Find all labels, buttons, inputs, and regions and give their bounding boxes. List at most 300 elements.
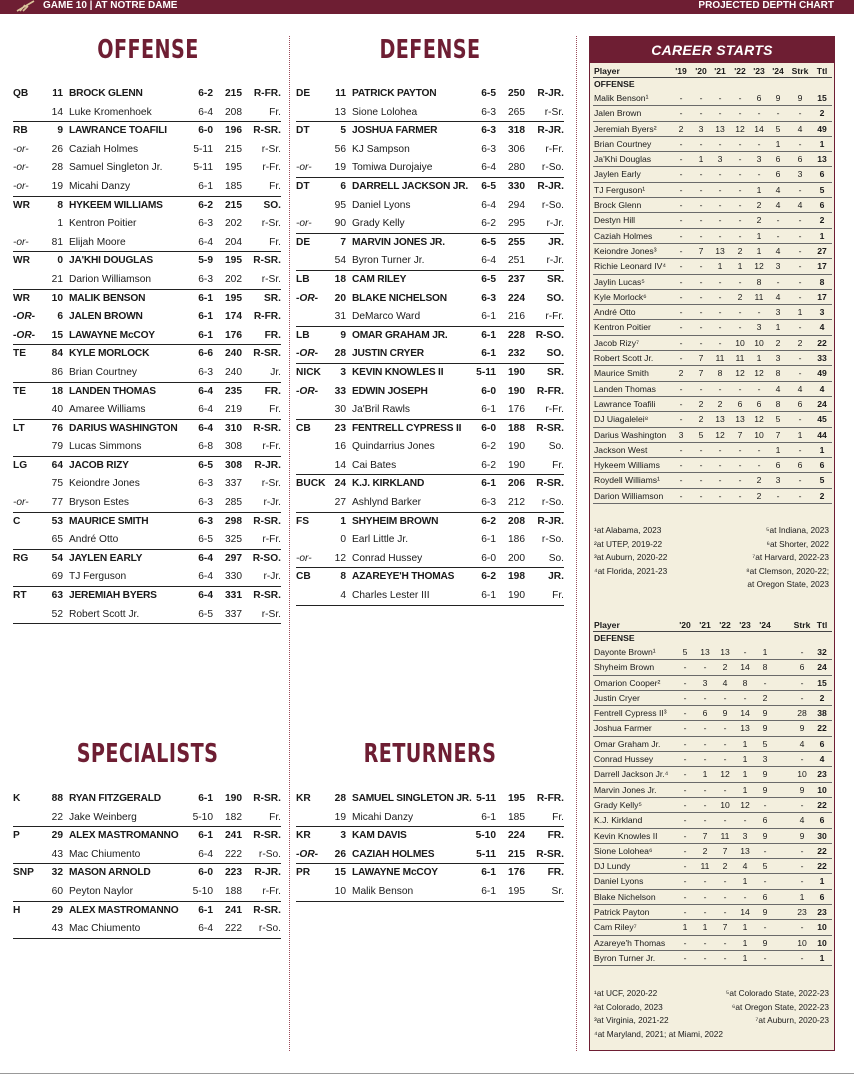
- season-starts: 13: [740, 723, 750, 734]
- season-starts: 5: [698, 429, 704, 440]
- season-starts: -: [800, 922, 804, 933]
- jersey-number: 19: [51, 180, 63, 192]
- weight: 251: [508, 255, 525, 267]
- season-starts: 14: [740, 708, 750, 719]
- height: 6-3: [198, 366, 213, 378]
- depth-row: [13, 809, 281, 828]
- career-row: [593, 382, 832, 397]
- player-name: Brian Courtney: [594, 138, 652, 149]
- season-starts: 6: [797, 154, 803, 165]
- season-starts: -: [703, 799, 707, 810]
- player-name: KJ Sampson: [352, 143, 410, 155]
- season-starts: 3: [717, 154, 723, 165]
- season-starts: 4: [742, 861, 748, 872]
- season-starts: -: [718, 276, 722, 287]
- total-starts: 38: [817, 708, 827, 719]
- player-name: Samuel Singleton Jr.: [69, 162, 163, 174]
- season-starts: -: [679, 108, 683, 119]
- height: 6-4: [198, 236, 213, 248]
- player-name: K.J. Kirkland: [594, 815, 643, 826]
- player-name: Landen Thomas: [594, 383, 656, 394]
- height: 6-5: [481, 88, 496, 99]
- depth-row: [13, 159, 281, 178]
- weight: 208: [508, 515, 525, 527]
- jersey-number: 19: [334, 162, 346, 174]
- height: 6-3: [481, 143, 496, 155]
- total-starts: 22: [817, 845, 827, 856]
- season-starts: 2: [762, 692, 768, 703]
- height: 6-2: [481, 441, 496, 453]
- career-row: [593, 813, 832, 828]
- player-name: Darion Williamson: [594, 490, 664, 501]
- season-starts: -: [757, 108, 761, 119]
- season-starts: -: [683, 952, 687, 963]
- season-starts: -: [683, 738, 687, 749]
- total-starts: 10: [817, 784, 827, 795]
- depth-row: [13, 345, 281, 364]
- player-name: TJ Ferguson: [69, 571, 127, 583]
- height: 6-0: [198, 125, 213, 137]
- depth-row: [296, 104, 564, 123]
- season-starts: -: [683, 708, 687, 719]
- weight: 240: [225, 366, 242, 378]
- career-row: [593, 290, 832, 305]
- footnote: ⁵at Colorado State, 2022-23: [725, 988, 829, 998]
- position-label: -or-: [13, 143, 29, 155]
- season-starts: 14: [754, 123, 764, 134]
- season-starts: 6: [799, 662, 805, 673]
- depth-row: [296, 159, 564, 178]
- weight: 204: [225, 236, 242, 248]
- player-name: LANDEN THOMAS: [69, 385, 156, 397]
- season-starts: -: [679, 184, 683, 195]
- career-row: [593, 397, 832, 412]
- height: 6-2: [481, 459, 496, 471]
- depth-row: [13, 197, 281, 216]
- career-row: [593, 905, 832, 920]
- position-label: K: [13, 793, 21, 804]
- column-header: '20: [695, 66, 707, 76]
- season-starts: -: [763, 799, 767, 810]
- season-starts: -: [679, 138, 683, 149]
- player-name: Blake Nichelson: [594, 891, 656, 902]
- season-starts: 1: [797, 429, 803, 440]
- season-starts: -: [679, 414, 683, 425]
- position-label: LB: [296, 329, 310, 341]
- total-starts: 27: [817, 245, 827, 256]
- season-starts: -: [679, 353, 683, 364]
- weight: 195: [508, 793, 525, 804]
- jersey-number: 4: [340, 590, 346, 602]
- player-name: Azareye'h Thomas: [594, 937, 666, 948]
- depth-row: [13, 827, 281, 846]
- class-year: FR.: [547, 867, 564, 879]
- height: 5-11: [193, 162, 213, 174]
- jersey-number: 20: [334, 292, 346, 304]
- jersey-number: 18: [334, 273, 346, 285]
- season-starts: -: [798, 261, 802, 272]
- season-starts: -: [718, 460, 722, 471]
- total-starts: 5: [819, 475, 825, 486]
- depth-row: [13, 141, 281, 160]
- season-starts: -: [723, 937, 727, 948]
- class-year: R-SR.: [253, 422, 281, 434]
- depth-row: [13, 383, 281, 402]
- height: 6-4: [481, 199, 496, 211]
- player-name: Omar Graham Jr.: [594, 738, 661, 749]
- career-row: [593, 152, 832, 167]
- jersey-number: 19: [334, 811, 346, 823]
- class-year: r-Fr.: [545, 311, 564, 323]
- footnote: ⁸at Clemson, 2020-22;: [746, 565, 829, 576]
- class-year: R-JR.: [254, 867, 281, 879]
- position-label: PR: [296, 867, 311, 879]
- player-name: JOSHUA FARMER: [352, 125, 438, 137]
- season-starts: -: [679, 230, 683, 241]
- season-starts: -: [699, 322, 703, 333]
- season-starts: -: [800, 952, 804, 963]
- season-starts: 1: [775, 322, 781, 333]
- depth-row: [296, 438, 564, 457]
- season-starts: 2: [722, 662, 728, 673]
- class-year: r-Sr.: [261, 143, 281, 155]
- jersey-number: 13: [334, 106, 346, 118]
- season-starts: 6: [737, 398, 743, 409]
- depth-row: [296, 568, 564, 587]
- jersey-number: 33: [334, 385, 346, 397]
- career-row: [593, 198, 832, 213]
- player-name: Cam Riley⁷: [594, 922, 637, 933]
- class-year: R-FR.: [253, 88, 281, 99]
- depth-row: [296, 290, 564, 309]
- season-starts: -: [718, 184, 722, 195]
- player-name: Amaree Williams: [69, 404, 146, 416]
- depth-row: [13, 494, 281, 513]
- season-starts: -: [757, 383, 761, 394]
- season-starts: -: [683, 815, 687, 826]
- season-starts: -: [699, 460, 703, 471]
- season-starts: 1: [682, 922, 688, 933]
- position-label: DE: [296, 236, 311, 248]
- position-label: -or-: [13, 162, 29, 174]
- season-starts: 2: [756, 200, 762, 211]
- career-row: [593, 920, 832, 935]
- season-starts: 9: [762, 769, 768, 780]
- player-name: Jackson West: [594, 444, 648, 455]
- player-name: Ashlynd Barker: [352, 497, 422, 509]
- season-starts: 7: [698, 353, 704, 364]
- season-starts: -: [679, 200, 683, 211]
- column-header: Ttl: [816, 66, 828, 76]
- class-year: R-SR.: [253, 793, 281, 804]
- season-starts: -: [699, 475, 703, 486]
- player-name: Quindarrius Jones: [352, 441, 435, 453]
- height: 6-2: [481, 515, 496, 527]
- season-starts: 4: [797, 123, 803, 134]
- player-name: Earl Little Jr.: [352, 534, 409, 546]
- season-starts: -: [757, 169, 761, 180]
- season-starts: -: [798, 230, 802, 241]
- season-starts: -: [798, 414, 802, 425]
- weight: 186: [508, 534, 525, 546]
- season-starts: -: [757, 307, 761, 318]
- season-starts: -: [703, 952, 707, 963]
- jersey-number: 15: [51, 329, 63, 341]
- weight: 235: [225, 385, 242, 397]
- player-name: Conrad Hussey: [352, 552, 423, 564]
- season-starts: 2: [722, 861, 728, 872]
- total-starts: 49: [817, 123, 827, 134]
- season-starts: -: [683, 830, 687, 841]
- season-starts: -: [679, 475, 683, 486]
- jersey-number: 88: [51, 793, 63, 804]
- career-row: [593, 890, 832, 905]
- season-starts: -: [699, 276, 703, 287]
- career-row: [593, 259, 832, 274]
- total-starts: 1: [819, 952, 825, 963]
- season-starts: 11: [700, 861, 710, 872]
- season-starts: 2: [698, 398, 704, 409]
- season-starts: -: [723, 738, 727, 749]
- page-title: PROJECTED DEPTH CHART: [698, 0, 834, 11]
- season-starts: 1: [742, 922, 748, 933]
- jersey-number: 81: [51, 236, 63, 248]
- season-starts: 4: [799, 738, 805, 749]
- career-row: [593, 859, 832, 874]
- season-starts: 9: [762, 907, 768, 918]
- class-year: R-SR.: [253, 515, 281, 527]
- player-name: MASON ARNOLD: [69, 867, 151, 879]
- depth-row: [13, 902, 281, 921]
- season-starts: 5: [762, 861, 768, 872]
- total-starts: 30: [817, 830, 827, 841]
- group-label-text: DEFENSE: [594, 633, 635, 643]
- position-label: RT: [13, 590, 27, 602]
- player-name: Shyheim Brown: [594, 662, 655, 673]
- season-starts: 9: [762, 723, 768, 734]
- jersey-number: 26: [334, 848, 346, 860]
- depth-row: [296, 122, 564, 141]
- player-name: André Otto: [594, 307, 636, 318]
- career-row: [593, 366, 832, 381]
- season-starts: 4: [799, 815, 805, 826]
- career-row: [593, 91, 832, 106]
- depth-row: [296, 327, 564, 346]
- footnote: ¹at UCF, 2020-22: [594, 988, 658, 998]
- player-name: KYLE MORLOCK: [69, 348, 150, 360]
- position-label: C: [13, 515, 21, 527]
- class-year: R-JR.: [537, 88, 564, 99]
- height: 6-1: [198, 329, 213, 341]
- player-name: EDWIN JOSEPH: [352, 385, 428, 397]
- player-name: AZAREYE'H THOMAS: [352, 571, 455, 583]
- height: 6-4: [481, 255, 496, 267]
- total-starts: 2: [819, 108, 825, 119]
- weight: 222: [225, 848, 242, 860]
- height: 6-1: [481, 534, 496, 546]
- season-starts: -: [718, 200, 722, 211]
- season-starts: 13: [720, 647, 730, 657]
- player-name: JEREMIAH BYERS: [69, 590, 157, 602]
- weight: 190: [508, 441, 525, 453]
- season-starts: -: [738, 108, 742, 119]
- season-starts: -: [738, 200, 742, 211]
- season-starts: -: [800, 677, 804, 688]
- season-starts: -: [679, 261, 683, 272]
- total-starts: 15: [817, 677, 827, 688]
- season-starts: -: [800, 845, 804, 856]
- depth-row: [13, 606, 281, 625]
- season-starts: 1: [702, 922, 708, 933]
- total-starts: 10: [817, 922, 827, 933]
- depth-row: [296, 252, 564, 271]
- height: 6-4: [198, 923, 213, 935]
- depth-row: [296, 494, 564, 513]
- season-starts: -: [683, 677, 687, 688]
- jersey-number: 21: [51, 273, 63, 285]
- player-name: RYAN FITZGERALD: [69, 793, 161, 804]
- career-starts-panel: [589, 36, 835, 1051]
- season-starts: 2: [678, 368, 684, 379]
- offense-depth-table: [13, 85, 281, 624]
- depth-row: [13, 550, 281, 569]
- total-starts: 2: [819, 215, 825, 226]
- career-row: [593, 936, 832, 951]
- class-year: FR.: [547, 830, 564, 842]
- jersey-number: 1: [340, 515, 346, 527]
- season-starts: -: [718, 337, 722, 348]
- season-starts: -: [738, 93, 742, 103]
- class-year: r-Sr.: [261, 273, 281, 285]
- class-year: R-FR.: [253, 311, 281, 323]
- player-name: Brock Glenn: [594, 200, 642, 211]
- season-starts: -: [683, 876, 687, 887]
- player-name: ALEX MASTROMANNO: [69, 904, 179, 916]
- footnote: ⁷at Auburn, 2020-23: [755, 1015, 829, 1025]
- player-name: Darrell Jackson Jr.⁴: [594, 769, 669, 780]
- season-starts: -: [763, 876, 767, 887]
- season-starts: -: [776, 490, 780, 501]
- career-row: [593, 351, 832, 366]
- height: 5-11: [476, 366, 496, 378]
- season-starts: -: [699, 291, 703, 302]
- jersey-number: 15: [334, 867, 346, 879]
- height: 5-11: [476, 793, 496, 804]
- position-label: BUCK: [296, 478, 326, 490]
- class-year: Fr.: [552, 811, 564, 823]
- jersey-number: 6: [340, 180, 346, 192]
- jersey-number: 9: [57, 125, 63, 137]
- season-starts: 9: [762, 708, 768, 719]
- season-starts: -: [679, 291, 683, 302]
- depth-row: [296, 827, 564, 846]
- total-starts: 1: [819, 444, 825, 455]
- depth-row: [13, 846, 281, 865]
- career-row: [593, 783, 832, 798]
- season-starts: 9: [797, 93, 803, 103]
- depth-row: [13, 327, 281, 346]
- jersey-number: 9: [340, 329, 346, 341]
- season-starts: 13: [740, 845, 750, 856]
- weight: 330: [225, 571, 242, 583]
- position-label: SNP: [13, 867, 34, 879]
- total-starts: 23: [817, 907, 827, 918]
- weight: 222: [225, 923, 242, 935]
- weight: 298: [225, 515, 242, 527]
- class-year: Jr.: [270, 366, 281, 378]
- position-label: WR: [13, 292, 30, 304]
- height: 6-4: [198, 552, 213, 564]
- season-starts: 6: [775, 169, 781, 180]
- total-starts: 32: [817, 647, 827, 657]
- weight: 195: [508, 885, 525, 897]
- position-label: RG: [13, 552, 29, 564]
- season-starts: -: [743, 692, 747, 703]
- weight: 337: [225, 608, 242, 620]
- jersey-number: 69: [51, 571, 63, 583]
- season-starts: 2: [756, 490, 762, 501]
- season-starts: -: [798, 475, 802, 486]
- player-name: Jake Weinberg: [69, 811, 137, 823]
- season-starts: -: [679, 307, 683, 318]
- season-starts: -: [683, 891, 687, 902]
- season-starts: 2: [737, 291, 743, 302]
- class-year: Fr.: [269, 236, 281, 248]
- class-year: JR.: [548, 236, 564, 248]
- class-year: r-So.: [258, 848, 281, 860]
- weight: 190: [508, 385, 525, 397]
- season-starts: 1: [756, 353, 762, 364]
- position-label: DT: [296, 125, 310, 137]
- height: 6-1: [481, 348, 496, 360]
- jersey-number: 0: [57, 255, 63, 267]
- class-year: r-Sr.: [544, 106, 564, 118]
- season-starts: 9: [722, 708, 728, 719]
- class-year: R-SO.: [252, 552, 281, 564]
- season-starts: -: [776, 108, 780, 119]
- weight: 241: [225, 830, 242, 842]
- weight: 208: [225, 106, 242, 118]
- season-starts: 1: [742, 784, 748, 795]
- weight: 215: [225, 88, 242, 99]
- offense-heading: OFFENSE: [97, 35, 199, 65]
- height: 6-5: [198, 459, 213, 471]
- height: 6-1: [481, 867, 496, 879]
- footnote: at Oregon State, 2023: [747, 579, 829, 589]
- position-label: KR: [296, 793, 311, 804]
- class-year: R-JR.: [537, 125, 564, 137]
- jersey-number: 14: [51, 106, 63, 118]
- season-starts: 4: [775, 245, 781, 256]
- jersey-number: 95: [334, 199, 346, 211]
- total-starts: 22: [817, 861, 827, 872]
- season-starts: -: [723, 723, 727, 734]
- season-starts: 1: [797, 307, 803, 318]
- jersey-number: 79: [51, 441, 63, 453]
- season-starts: -: [699, 230, 703, 241]
- class-year: Fr.: [269, 180, 281, 192]
- class-year: R-SR.: [536, 478, 564, 490]
- total-starts: 6: [819, 200, 825, 211]
- season-starts: 13: [715, 123, 725, 134]
- season-starts: -: [723, 876, 727, 887]
- depth-row: [13, 104, 281, 123]
- season-starts: -: [683, 754, 687, 765]
- season-starts: -: [699, 444, 703, 455]
- jersey-number: 76: [51, 422, 63, 434]
- height: 6-1: [481, 478, 496, 490]
- season-starts: 11: [735, 353, 745, 364]
